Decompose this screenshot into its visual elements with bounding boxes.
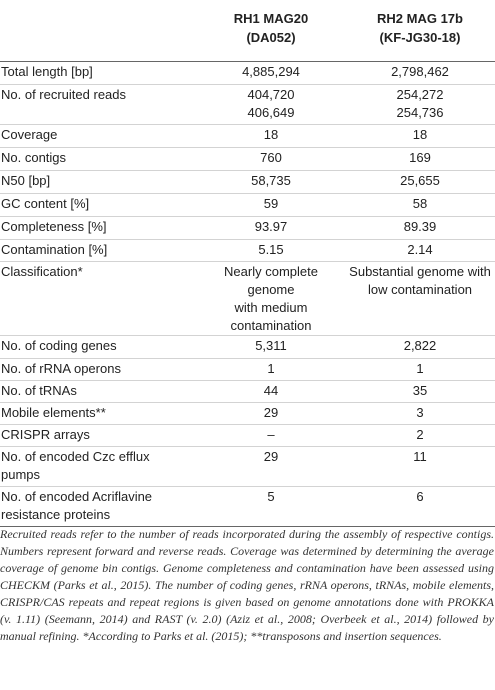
row-label [0,125,197,148]
row-label [0,240,197,262]
row-label [0,425,197,447]
row-value-col1-line: – [267,427,275,442]
row-value-col2-line: 169 [409,150,431,165]
row-value-col2-line: 6 [416,489,424,504]
row-label [0,85,197,125]
row-value-col2-line: 254,736 [396,105,444,120]
row-label-line: CRISPR arrays [1,427,90,442]
row-value-col2-line: 11 [413,449,427,464]
row-value-col2 [345,85,495,125]
row-value-col2 [345,62,495,85]
row-label [0,381,197,403]
row-value-col1-line: 5,311 [255,338,287,353]
row-value-col1 [197,194,345,217]
table-footnote: Recruited reads refer to the number of reads incorporated during the assembly of respective contigs. Numbers represent forward and reverse reads. Coverage was determined by determining the average coverage of genome bin contigs. Genome completeness and contamination have been assessed using CHECKM (Parks et al., 2015). The number of coding genes, rRNA operons, tRNAs, mobile elements, CRISPR/CAS repeats and repeat regions is given based on genome annotations done with PROKKA (v. 1.11) (Seemann, 2014) and RAST (v. 2.0) (Aziz et al., 2008; Overbeek et al., 2014) followed by manual refining. *According to Parks et al. (2015); **transposons and insertion sequences. [0,527,494,643]
row-value-col1-line: 44 [263,383,279,398]
row-value-col1-line: 5.15 [258,242,284,257]
row-value-col1 [197,447,345,487]
row-value-col2-line: 25,655 [400,173,440,188]
row-value-col1-line: 404,720 [247,87,295,102]
row-value-col1 [197,403,345,425]
row-value-col2-line: 18 [412,127,428,142]
row-label-line: Coverage [1,127,58,142]
row-label-line: resistance proteins [1,507,111,522]
row-value-col2 [345,359,495,381]
table-row [0,125,495,148]
row-label-line: No. of encoded Czc efflux [1,449,150,464]
row-value-col1 [197,125,345,148]
row-label [0,262,197,336]
row-value-col1-line: with medium contamination [230,300,312,333]
row-value-col1 [197,62,345,85]
table-row [0,171,495,194]
row-value-col2 [345,217,495,240]
row-value-col2 [345,194,495,217]
row-value-col2-line: 2,822 [403,338,437,353]
row-label-line: Contamination [%] [1,242,108,257]
header-col2 [345,0,495,62]
row-value-col2-line: low contamination [367,282,473,297]
row-label-line: No. of tRNAs [1,383,77,398]
row-label-line: Mobile elements** [1,405,106,420]
table-row [0,194,495,217]
table-row [0,403,495,425]
row-value-col1-line: 93.97 [254,219,288,234]
row-label-line: Total length [bp] [1,64,93,79]
row-label-line: Classification* [1,264,83,279]
row-label [0,447,197,487]
row-value-col1 [197,487,345,527]
row-value-col1-line: 18 [263,127,279,142]
row-value-col2 [345,262,495,336]
row-value-col1 [197,148,345,171]
row-value-col1-line: 4,885,294 [242,64,300,79]
row-label-line: N50 [bp] [1,173,51,188]
row-value-col2 [345,148,495,171]
row-label [0,487,197,527]
row-value-col1 [197,425,345,447]
row-label-line: GC content [%] [1,196,90,211]
row-value-col1 [197,262,345,336]
row-value-col1 [197,85,345,125]
table-row [0,487,495,527]
table-row [0,62,495,85]
row-label-line: Completeness [%] [1,219,107,234]
row-value-col2-line: 3 [416,405,424,420]
header-col2-line: RH2 MAG 17b [377,11,463,26]
row-value-col1-line: 1 [267,361,275,376]
row-value-col2-line: 1 [416,361,424,376]
table-row [0,262,495,336]
row-value-col1-line: 59 [263,196,279,211]
row-value-col1 [197,359,345,381]
row-value-col2 [345,447,495,487]
table-row [0,240,495,262]
row-label [0,217,197,240]
table-row [0,425,495,447]
row-label [0,62,197,85]
row-value-col2 [345,425,495,447]
header-col1 [197,0,345,62]
row-value-col2 [345,403,495,425]
row-value-col1-line: 29 [263,449,279,464]
row-value-col2 [345,125,495,148]
row-value-col1 [197,217,345,240]
row-value-col1-line: 406,649 [247,105,295,120]
row-label-line: pumps [1,467,41,482]
header-col1-line: (DA052) [246,30,296,45]
row-label [0,359,197,381]
table-row [0,336,495,359]
row-value-col2-line: 58 [412,196,428,211]
row-label-line: No. contigs [1,150,67,165]
table-header-row [0,0,495,62]
table-row [0,381,495,403]
row-value-col1-line: 760 [260,150,282,165]
row-value-col1 [197,240,345,262]
header-col1-line: RH1 MAG20 [233,11,309,26]
row-value-col2-line: 89.39 [403,219,437,234]
row-label-line: No. of coding genes [1,338,117,353]
row-value-col2 [345,240,495,262]
row-value-col1 [197,336,345,359]
table-body [0,62,495,527]
row-value-col2-line: Substantial genome with [349,264,491,279]
row-value-col1 [197,171,345,194]
row-value-col2-line: 2.14 [407,242,433,257]
row-value-col2 [345,487,495,527]
header-col2-line: (KF-JG30-18) [379,30,461,45]
row-label [0,336,197,359]
table-row [0,148,495,171]
table-row [0,447,495,487]
row-value-col2 [345,336,495,359]
row-value-col2 [345,381,495,403]
table-row [0,85,495,125]
row-value-col1-line: 58,735 [251,173,291,188]
row-label-line: No. of rRNA operons [1,361,121,376]
row-value-col2 [345,171,495,194]
row-value-col1-line: 5 [267,489,275,504]
row-value-col1-line: 29 [263,405,279,420]
row-value-col1-line: Nearly complete genome [224,264,318,297]
table-row [0,359,495,381]
row-label-line: No. of encoded Acriflavine [1,489,153,504]
row-label [0,194,197,217]
row-value-col2-line: 2,798,462 [391,64,449,79]
row-label [0,148,197,171]
table-row [0,217,495,240]
row-value-col2-line: 35 [412,383,428,398]
row-label [0,403,197,425]
header-empty-cell [0,0,197,62]
row-value-col2-line: 254,272 [396,87,444,102]
row-label-line: No. of recruited reads [1,87,127,102]
row-value-col1 [197,381,345,403]
row-value-col2-line: 2 [416,427,424,442]
row-label [0,171,197,194]
